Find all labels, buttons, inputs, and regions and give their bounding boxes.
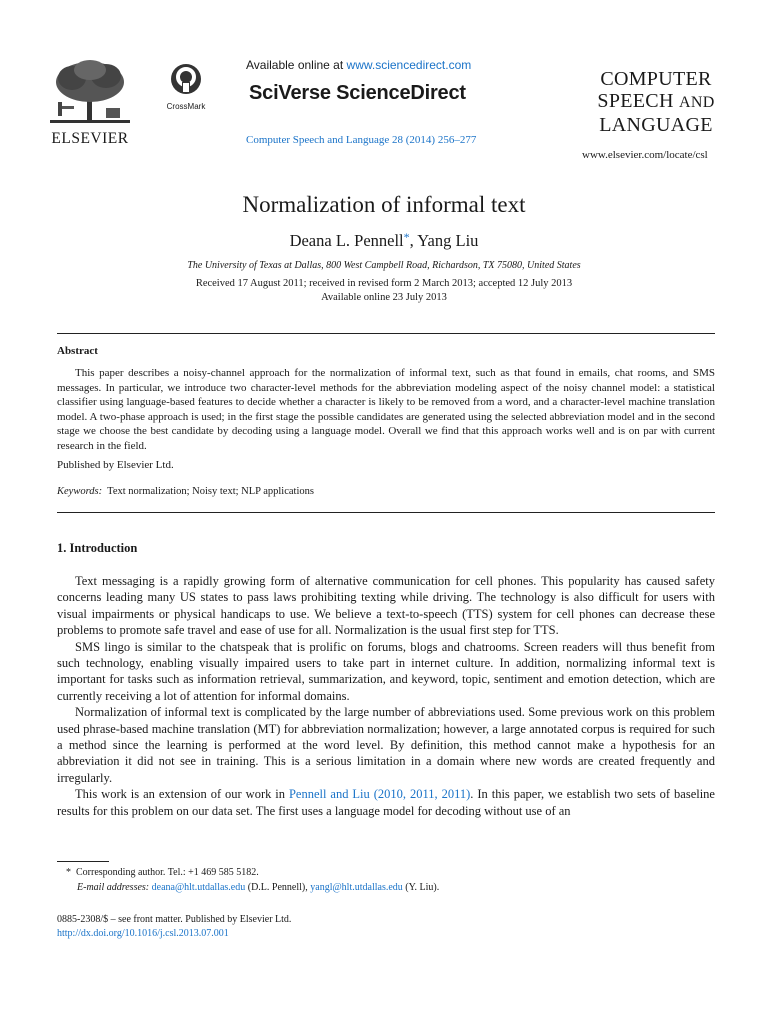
keywords-label: Keywords: [57,486,103,497]
doi-link[interactable]: http://dx.doi.org/10.1016/j.csl.2013.07.001 [57,928,229,939]
crossmark-label: CrossMark [166,102,206,111]
paragraph-text: This work is an extension of our work in [75,787,289,802]
divider [57,512,715,513]
available-online [246,58,471,72]
journal-name-and: AND [679,94,715,111]
email-label: E-mail addresses: [77,882,150,893]
citation-link[interactable]: Pennell and Liu (2010, 2011, 2011) [288,787,471,802]
article-title: Normalization of informal text [242,192,526,217]
journal-url[interactable]: www.elsevier.com/locate/csl [582,149,708,161]
paragraph: SMS lingo is similar to the chatspeak that is prolific on forums, blogs and chatrooms. Screen readers will thus benefit from such technology, enabling visually impaired users to take part in internet culture. In addition, normalizing informal text is important for tasks such as information retrieval, summarization, and keyword, topic, sentiment and emotion detection, which are currently receiving a lot of attention for informal domains. [57,639,715,703]
author-pennell: Deana L. Pennell [289,231,404,250]
email-link-liu[interactable]: yangl@hlt.utdallas.edu [310,882,403,893]
journal-name-line1: COMPUTER [600,68,712,90]
section-heading: 1. Introduction [57,541,138,555]
elsevier-tree-icon [40,58,140,128]
author-separator: , [409,231,418,250]
footnote-text: Corresponding author. Tel.: +1 469 585 5182. [76,867,259,878]
author-liu: Yang Liu [417,231,479,250]
crossmark-badge[interactable] [166,62,206,111]
corresponding-footnote [66,867,259,878]
keywords-list: Text normalization; Noisy text; NLP applications [107,486,314,497]
sciencedirect-link[interactable]: www.sciencedirect.com [346,58,472,72]
journal-name-line3: LANGUAGE [599,114,713,136]
divider [57,333,715,334]
published-by: Published by Elsevier Ltd. [57,459,174,471]
available-date: Available online 23 July 2013 [321,292,447,303]
journal-name-line2 [592,90,720,114]
keywords [57,486,314,497]
paragraph: Text messaging is a rapidly growing form of alternative communication for cell phones. This popularity has caused safety concerns leading many US states to pass laws prohibiting texting while driving. The technology is also difficult for users with visual impairments or physical handicaps to use. We believe a text-to-speech (TTS) system for cell phones can decrease these problems to promote safe travel and ease of use for all. Normalization is the usual first step for TTS. [57,574,715,638]
platform-name: SciVerse ScienceDirect [249,82,466,104]
publisher-name: ELSEVIER [51,130,129,147]
author-list [0,230,768,251]
journal-name-speech: SPEECH [597,90,674,112]
issn-line: 0885-2308/$ – see front matter. Published by Elsevier Ltd. [57,914,292,925]
affiliation: The University of Texas at Dallas, 800 West Campbell Road, Richardson, TX 75080, United States [187,260,581,271]
received-dates: Received 17 August 2011; received in revised form 2 March 2013; accepted 12 July 2013 [195,278,573,289]
abstract-text: This paper describes a noisy-channel approach for the normalization of informal text, such as that found in emails, chat rooms, and SMS messages. In particular, we introduce two character-level methods for the abbreviation modeling aspect of the noisy channel model: a statistical classifier using language-based features to decide whether a character is likely to be removed from a word, and a character-level machine translation model. A two-phase approach is used; in the first stage the possible candidates are generated using the selected abbreviation model and in the second stage we choose the best candidate by decoding using a language model. Overall we find that this approach works well and is on par with current research in the field. [57,367,715,452]
email-owner: (Y. Liu). [402,882,440,893]
available-prefix: Available online at [246,58,347,72]
footnote-divider [57,861,109,862]
corresponding-author-marker[interactable]: * [403,230,410,244]
email-footnote [77,882,439,893]
journal-logo[interactable] [592,68,720,136]
abstract-heading: Abstract [57,345,98,357]
section-body [57,573,715,819]
email-owner: (D.L. Pennell), [245,882,311,893]
journal-citation[interactable]: Computer Speech and Language 28 (2014) 256–277 [246,134,477,146]
email-link-pennell[interactable]: deana@hlt.utdallas.edu [151,882,246,893]
paragraph [57,786,715,819]
elsevier-logo[interactable] [40,58,140,148]
footnote-marker: * [66,867,71,878]
paragraph: Normalization of informal text is complicated by the large number of abbreviations used. Some previous work on this problem used phrase-based machine translation (MT) for abbreviation normalization; however, a large annotated corpus is required for such a method since the learning is performed at the word level. By definition, this method cannot make a hypothesis for an abbreviation it did not see in training. This is a serious limitation in a domain where new words are created frequently and irregularly. [57,705,715,785]
paragraph-text: . In this paper, we establish two sets of baseline results for this problem on our data set. The first uses a language model for decoding without use of an [57,787,715,818]
crossmark-icon [169,62,203,96]
